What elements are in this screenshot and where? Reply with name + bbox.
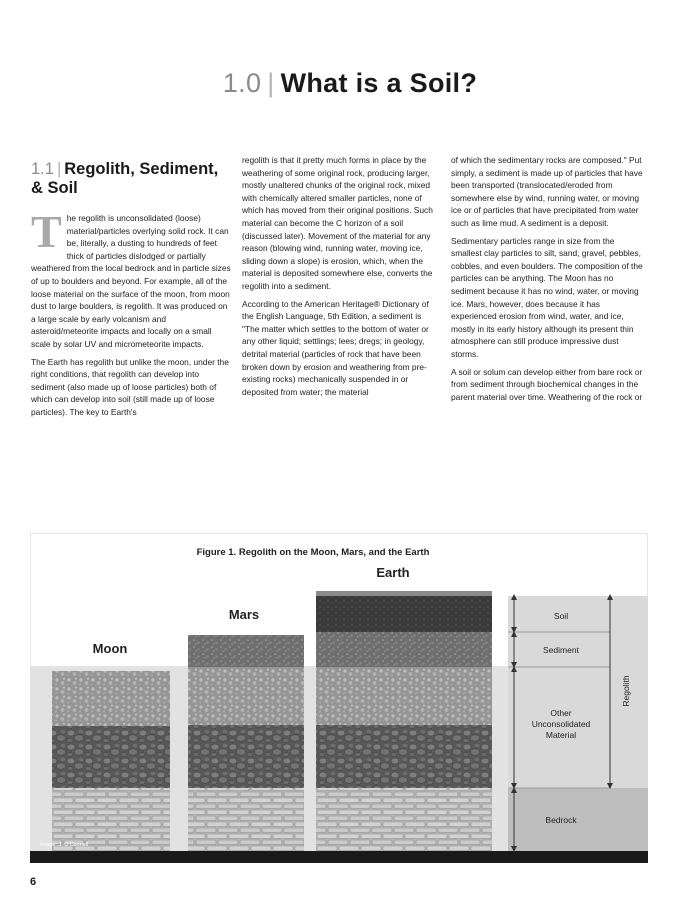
regolith-figure bbox=[30, 533, 648, 863]
text-column-2 bbox=[242, 154, 438, 403]
section-title: Regolith, Sediment, & Soil bbox=[31, 160, 219, 197]
earth-pebble-layer bbox=[316, 667, 492, 725]
title-number: 1.0 bbox=[222, 68, 262, 98]
paragraph-text: he regolith is unconsolidated (loose) material/particles overlying solid rock. It can be, literally, a dusting to hundreds of feet thick of particles dislodged or partially weathered from the local bedrock and in particle sizes of up to boulders and beyond. For example, all of the loose material on the surface of the moon, from moon dust to large boulders, is regolith. It was produced on a large scale by early volcanism and asteroid/meteorite impacts and locally on a small scale by solar UV and micrometeorite impacts. bbox=[31, 213, 231, 349]
section-heading bbox=[31, 160, 231, 198]
title-separator: | bbox=[267, 68, 275, 98]
moon-label: Moon bbox=[92, 641, 128, 656]
paragraph bbox=[31, 206, 231, 351]
moon-column bbox=[52, 671, 170, 851]
legend-bedrock-band bbox=[508, 788, 648, 851]
drop-cap: T bbox=[31, 206, 62, 257]
bedrock-label: Bedrock bbox=[545, 815, 577, 825]
other-label-line-1: Other bbox=[550, 708, 572, 718]
section-separator: | bbox=[56, 160, 62, 178]
moon-pebble-layer bbox=[52, 671, 170, 726]
paragraph: According to the American Heritage® Dictionary of the English Language, 5th Edition, a sediment is "The matter which settles to the bottom of water or any other liquid; settlings; lees; dregs; in geology, detrital material (particles of rock that have been broken down by erosion and weathering from pre-existing rocks) mechanically suspended in or deposited from water; the material bbox=[242, 298, 429, 397]
title-text: What is a Soil? bbox=[280, 68, 478, 98]
page-number: 6 bbox=[30, 876, 37, 888]
other-label-line-2: Unconsolidated bbox=[531, 719, 591, 729]
earth-rubble-layer bbox=[316, 725, 492, 788]
figure-caption: Figure 1. Regolith on the Moon, Mars, and the Earth bbox=[196, 547, 430, 558]
sediment-label: Sediment bbox=[543, 645, 579, 655]
mars-column bbox=[188, 635, 304, 851]
regolith-label: Regolith bbox=[621, 675, 631, 707]
section-number: 1.1 bbox=[31, 160, 54, 178]
paragraph: The Earth has regolith but unlike the moon, under the right conditions, that regolith can develop into sediment (also made up of loose particles) both of which can develop into soil (still made up of loose particles). The key to Earth's bbox=[31, 356, 229, 417]
figure-baseline bbox=[30, 851, 648, 863]
mars-rubble-layer bbox=[188, 725, 304, 788]
earth-bedrock-layer bbox=[316, 788, 492, 851]
text-column-3 bbox=[451, 154, 647, 408]
other-label-line-3: Material bbox=[545, 730, 577, 740]
earth-label: Earth bbox=[376, 565, 410, 580]
paragraph: of which the sedimentary rocks are composed." Put simply, a sediment is made up of particles that have been transported (translocated/eroded from somewhere else by wind, running water, or moving ice or of particles that have precipitated from water such as lime mud. A sediment is a deposit. bbox=[451, 155, 643, 228]
mars-bedrock-layer bbox=[188, 788, 304, 851]
earth-column bbox=[316, 591, 492, 851]
page-title bbox=[0, 68, 700, 99]
earth-sediment-layer bbox=[316, 632, 492, 667]
soil-label: Soil bbox=[553, 611, 569, 621]
mars-pebble-layer bbox=[188, 667, 304, 725]
paragraph: A soil or solum can develop either from bare rock or from sediment through biochemical changes in the parent material over time. Weathering of the rock or bbox=[451, 366, 643, 402]
mars-label: Mars bbox=[228, 607, 260, 622]
moon-rubble-layer bbox=[52, 726, 170, 788]
text-column-1 bbox=[31, 154, 231, 424]
image-credit: Image: J. O'Connell bbox=[40, 842, 89, 848]
paragraph: regolith is that it pretty much forms in place by the weathering of some original rock, producing larger, mostly unaltered chunks of the original rock, mixed with chemically altered smaller particles, none of which has moved from their original positions. Such material can become the C horizon of a soil (discussed later). Movement of the material for any reason (blowing wind, running water, moving ice, sliding down a slope) is erosion, which, when the material is deposited somewhere else, converts the regolith into a sediment. bbox=[242, 155, 433, 291]
regolith-diagram bbox=[30, 533, 648, 863]
earth-soil-layer bbox=[316, 595, 492, 632]
earth-topsoil-edge bbox=[316, 591, 492, 596]
paragraph: Sedimentary particles range in size from the smallest clay particles to silt, sand, gravel, pebbles, cobbles, and even boulders. The composition of the particles can be anything. The Moon has no sediment because it has no wind, water, or moving ice. Mars, however, does because it has experienced erosion from wind, water, and ice, mostly in its early history although its present thin atmosphere can still produce impressive dust storms. bbox=[451, 235, 643, 359]
mars-sediment-layer bbox=[188, 635, 304, 667]
